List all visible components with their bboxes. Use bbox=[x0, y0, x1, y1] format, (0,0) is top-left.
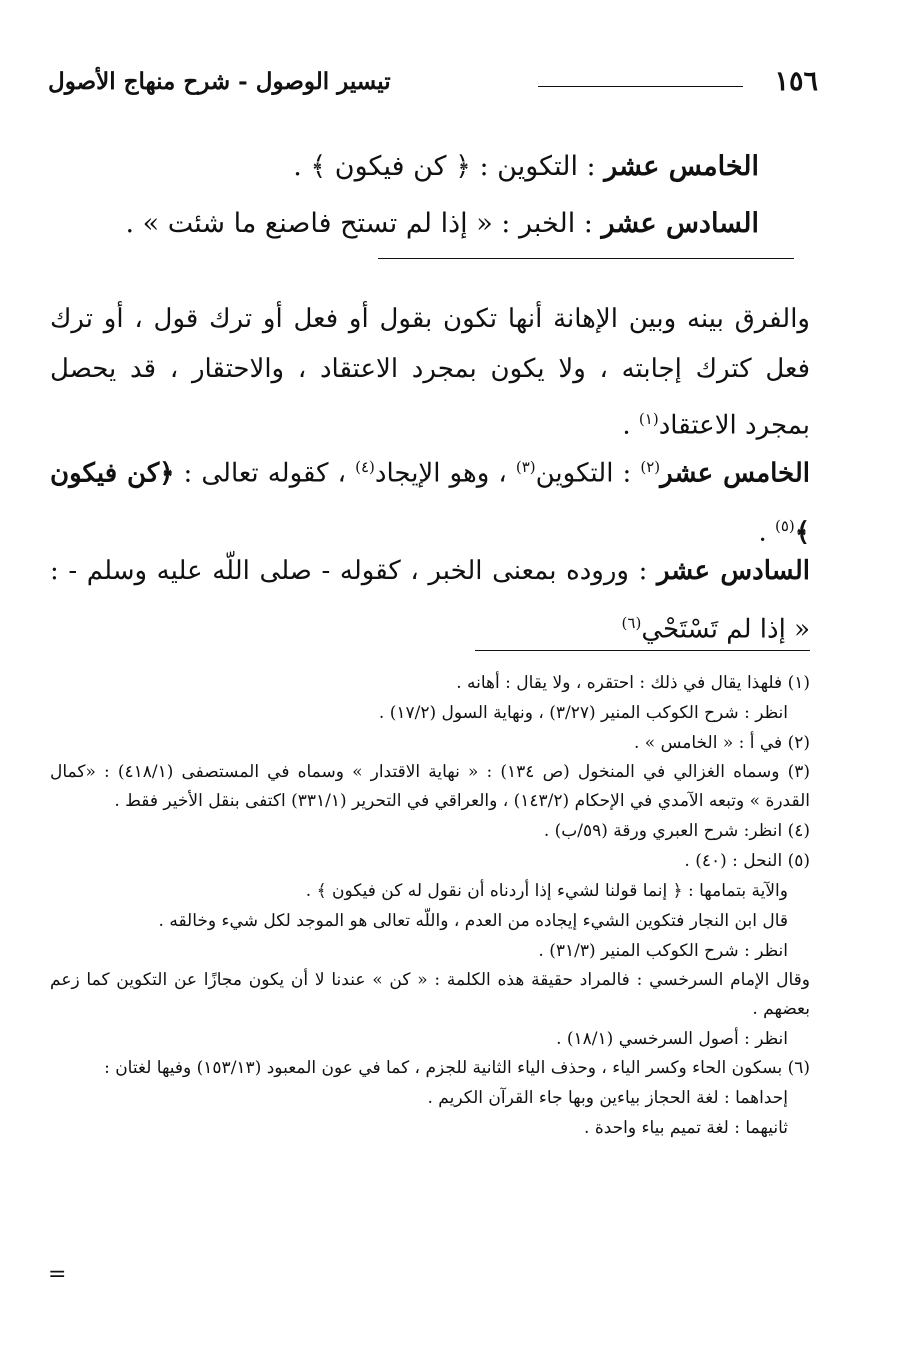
footnote-line: انظر : شرح الكوكب المنير (٣/٢٧) ، ونهاية السول (١٧/٢) . bbox=[378, 703, 788, 723]
footnote-line: (٢) في أ : « الخامس » . bbox=[633, 733, 810, 753]
para2-text-a: : التكوين bbox=[535, 458, 641, 489]
line1-label: الخامس عشر bbox=[604, 151, 759, 182]
paragraph-fifteenth bbox=[50, 441, 810, 558]
footnotes bbox=[50, 668, 810, 1143]
para1-text: والفرق بينه وبين الإهانة أنها تكون بقول أو فعل أو ترك قول ، أو ترك فعل كترك إجابته ، ولا يكون بمجرد الاعتقاد ، والاحتقار ، قد يحصل بمجرد الاعتقاد bbox=[50, 304, 810, 441]
book-title: تيسير الوصول - شرح منهاج الأصول bbox=[48, 68, 391, 95]
footnote-ref-1: (١) bbox=[638, 410, 659, 428]
para2-end: . bbox=[758, 517, 775, 548]
footnote-line: وقال الإمام السرخسي : فالمراد حقيقة هذه الكلمة : « كن » عندنا لا أن يكون مجازًا عن التكوين كما زعم بعضهم . bbox=[50, 970, 810, 1019]
paragraph-sixteenth bbox=[50, 545, 810, 656]
line1-text: : التكوين : ﴿ كن فيكون ﴾ . bbox=[293, 151, 605, 182]
para2-label: الخامس عشر bbox=[660, 458, 810, 489]
para3-text: : وروده بمعنى الخبر ، كقوله - صلى اللّه عليه وسلم - : « إذا لم تَسْتَحْي bbox=[50, 556, 810, 645]
paragraph-difference bbox=[50, 294, 810, 451]
footnote-line: (٤) انظر: شرح العبري ورقة (٥٩/ب) . bbox=[543, 821, 810, 841]
footnote-line: والآية بتمامها : ﴿ إنما قولنا لشيء إذا أردناه أن نقول له كن فيكون ﴾ . bbox=[305, 881, 788, 901]
footnote-line: ثانيهما : لغة تميم بياء واحدة . bbox=[584, 1118, 788, 1138]
para2-quote: ﴿كن فيكون ﴾ bbox=[50, 458, 810, 548]
line2-text: : الخبر : « إذا لم تستح فاصنع ما شئت » . bbox=[125, 208, 602, 239]
footnote-line: إحداهما : لغة الحجاز بياءين وبها جاء القرآن الكريم . bbox=[427, 1088, 788, 1108]
footnote-line: (٦) بسكون الحاء وكسر الياء ، وحذف الياء الثانية للجزم ، كما في عون المعبود (١٥٣/١٣) وفيها لغتان : bbox=[104, 1058, 810, 1078]
footnote-line: قال ابن النجار فتكوين الشيء إيجاده من العدم ، واللّه تعالى هو الموجد لكل شيء وخالقه . bbox=[158, 911, 788, 931]
line-sixteenth bbox=[126, 210, 760, 237]
para2-text-c: ، كقوله تعالى : bbox=[174, 458, 356, 489]
footnote-line: انظر : أصول السرخسي (١٨/١) . bbox=[556, 1029, 788, 1049]
page-number: ١٥٦ bbox=[774, 66, 818, 97]
para2-text-b: ، وهو الإيجاد bbox=[374, 458, 516, 489]
line-fifteenth bbox=[293, 153, 759, 180]
line2-underline bbox=[378, 258, 794, 259]
footnote-ref-2: (٢) bbox=[640, 458, 661, 476]
footnote-line: (٣) وسماه الغزالي في المنخول (ص ١٣٤) : « نهاية الاقتدار » وسماه في المستصفى (٤١٨/١) : «كمال القدرة » وتبعه الآمدي في الإحكام (١٤٣/٢) ، والعراقي في التحرير (٣٣١/١) اكتفى بنقل الأخير فقط . bbox=[50, 762, 810, 811]
footnote-line: (١) فلهذا يقال في ذلك : احتقره ، ولا يقال : أهانه . bbox=[456, 673, 810, 693]
footnote-line: (٥) النحل : (٤٠) . bbox=[684, 851, 810, 871]
footnote-line: انظر : شرح الكوكب المنير (٣١/٣) . bbox=[538, 941, 788, 961]
footnote-ref-6: (٦) bbox=[621, 614, 642, 632]
header-rule bbox=[538, 86, 743, 87]
para1-end: . bbox=[622, 410, 639, 441]
page-header bbox=[48, 64, 818, 108]
footnote-ref-4: (٤) bbox=[355, 458, 375, 476]
footnote-separator bbox=[475, 650, 810, 651]
line2-label: السادس عشر bbox=[601, 208, 759, 239]
footnote-ref-3: (٣) bbox=[515, 458, 536, 476]
para3-label: السادس عشر bbox=[656, 556, 810, 586]
footnote-ref-5: (٥) bbox=[774, 516, 795, 535]
continuation-mark: = bbox=[48, 1262, 67, 1287]
